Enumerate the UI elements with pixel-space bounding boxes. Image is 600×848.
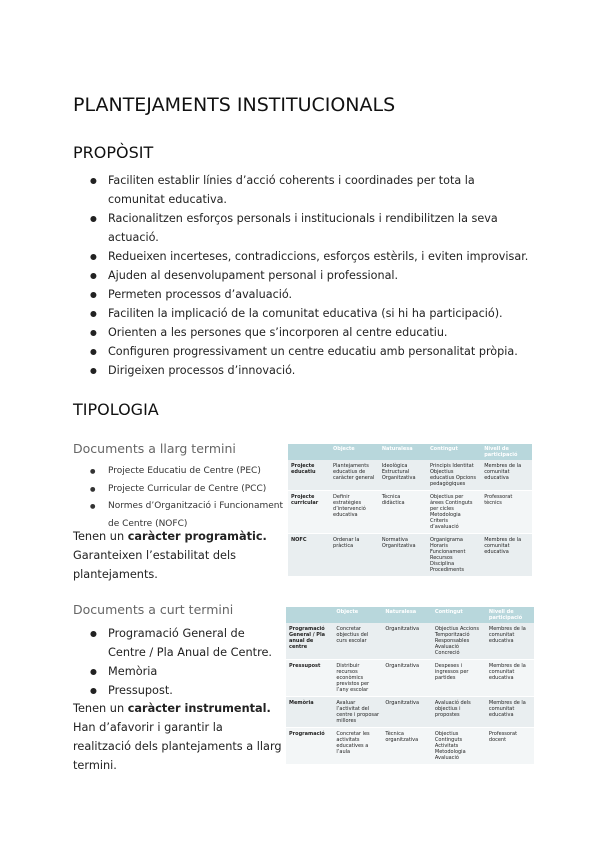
table-row-header: Memòria (286, 697, 333, 728)
table-cell: Objectius Continguts Activitats Metodologia Avaluació (432, 728, 486, 765)
table-header-cell: Objecte (330, 444, 379, 460)
short-term-heading: Documents a curt termini (73, 602, 234, 617)
table-cell: Concretar objectius del curs escolar (333, 623, 382, 660)
short-term-item: ● Memòria (90, 662, 280, 681)
table-row (288, 491, 532, 534)
table-row (286, 728, 534, 765)
table-row (288, 534, 532, 577)
long-term-text-prefix: Tenen un (73, 530, 128, 543)
table-header-cell: Contingut (432, 607, 486, 623)
long-term-text-line2: Garanteixen l’estabilitat dels plantejaments. (73, 549, 236, 581)
table-cell: Normativa Organitzativa (379, 534, 427, 577)
short-term-item: ● Programació General de Centre / Pla Anual de Centre. (90, 624, 280, 662)
purpose-heading: PROPÒSIT (73, 143, 154, 162)
table-header-cell: Objecte (333, 607, 382, 623)
purpose-item: ● Redueixen incerteses, contradiccions, esforços estèrils, i eviten improvisar. (90, 247, 530, 266)
long-term-description (73, 527, 283, 584)
typology-heading: TIPOLOGIA (73, 400, 159, 419)
table-cell: Tècnica organitzativa (382, 728, 432, 765)
table-row (286, 660, 534, 697)
short-term-text-prefix: Tenen un (73, 702, 128, 715)
table-header-cell: Nivell de participació (486, 607, 534, 623)
table-cell: Professorat tècnics (481, 491, 532, 534)
purpose-item: ● Ajuden al desenvolupament personal i professional. (90, 266, 530, 285)
short-term-description (73, 699, 283, 775)
table-row-header: Projecte educatiu (288, 460, 330, 491)
table-cell: Distribuir recursos econòmics previstos per l’any escolar (333, 660, 382, 697)
purpose-item: ● Racionalitzen esforços personals i institucionals i rendibilitzen la seva actuació. (90, 209, 530, 247)
table-cell: Ideològica Estructural Organitzativa (379, 460, 427, 491)
table-header-cell (286, 607, 333, 623)
short-term-text-line2: Han d’afavorir i garantir la realització dels plantejaments a llarg termini. (73, 721, 282, 772)
table-row-header: NOFC (288, 534, 330, 577)
table-cell: Ordenar la pràctica (330, 534, 379, 577)
purpose-item: ● Configuren progressivament un centre educatiu amb personalitat pròpia. (90, 342, 530, 361)
short-term-table (286, 607, 534, 765)
long-term-item: ● Projecte Curricular de Centre (PCC) (90, 481, 290, 499)
table-header-cell (288, 444, 330, 460)
table-cell: Objectius Accions Temporització Responsables Avaluació Concreció (432, 623, 486, 660)
table-row-header: Pressupost (286, 660, 333, 697)
table-cell: Membres de la comunitat educativa (486, 697, 534, 728)
table-row (286, 697, 534, 728)
table-row-header: Programació General / Pla anual de centre (286, 623, 333, 660)
purpose-item: ● Dirigeixen processos d’innovació. (90, 361, 530, 380)
table-cell: Principis Identitat Objectius educatius Opcions pedagògiques (427, 460, 481, 491)
table-cell: Concretar les activitats educatives a l’aula (333, 728, 382, 765)
page-title: PLANTEJAMENTS INSTITUCIONALS (73, 94, 396, 116)
table-cell: Avaluació dels objectius i propostes (432, 697, 486, 728)
table-cell: Objectius per àrees Continguts per cicles Metodologia Criteris d’avaluació (427, 491, 481, 534)
table-cell: Organitzativa (382, 697, 432, 728)
long-term-item: ● Projecte Educatiu de Centre (PEC) (90, 463, 290, 481)
long-term-heading: Documents a llarg termini (73, 441, 236, 456)
purpose-item: ● Faciliten la implicació de la comunitat educativa (si hi ha participació). (90, 304, 530, 323)
table-header-cell: Naturalesa (379, 444, 427, 460)
table-header-cell: Nivell de participació (481, 444, 532, 460)
table-cell: Membres de la comunitat educativa (486, 660, 534, 697)
table-cell: Definir estratègies d’intervenció educativa (330, 491, 379, 534)
table-cell: Despeses i ingressos per partides (432, 660, 486, 697)
table-cell: Avaluar l’activitat del centre i proposar millores (333, 697, 382, 728)
short-term-list (90, 624, 280, 700)
purpose-list (90, 171, 530, 380)
table-cell: Organigrama Horaris Funcionament Recursos Disciplina Procediments (427, 534, 481, 577)
short-term-bold-text: caràcter instrumental. (127, 702, 271, 715)
table-cell: Organitzativa (382, 660, 432, 697)
short-term-item: ● Pressupost. (90, 681, 280, 700)
table-cell: Professorat docent (486, 728, 534, 765)
table-row-header: Programació (286, 728, 333, 765)
table-row (288, 460, 532, 491)
table-cell: Tècnica didàctica (379, 491, 427, 534)
purpose-item: ● Permeten processos d’avaluació. (90, 285, 530, 304)
table-cell: Organitzativa (382, 623, 432, 660)
table-header-cell: Naturalesa (382, 607, 432, 623)
table-header-cell: Contingut (427, 444, 481, 460)
table-row (286, 623, 534, 660)
table-cell: Membres de la comunitat educativa (486, 623, 534, 660)
table-cell: Membres de la comunitat educativa (481, 534, 532, 577)
long-term-table (288, 444, 532, 577)
table-row-header: Projecte curricular (288, 491, 330, 534)
long-term-bold-text: caràcter programàtic. (127, 530, 267, 543)
table-cell: Plantejaments educatius de caràcter general (330, 460, 379, 491)
purpose-item: ● Faciliten establir línies d’acció coherents i coordinades per tota la comunitat educativa. (90, 171, 530, 209)
long-term-list (90, 463, 290, 533)
long-term-item: ● Normes d’Organització i Funcionament de Centre (NOFC) (90, 498, 290, 533)
table-cell: Membres de la comunitat educativa (481, 460, 532, 491)
purpose-item: ● Orienten a les persones que s’incorporen al centre educatiu. (90, 323, 530, 342)
